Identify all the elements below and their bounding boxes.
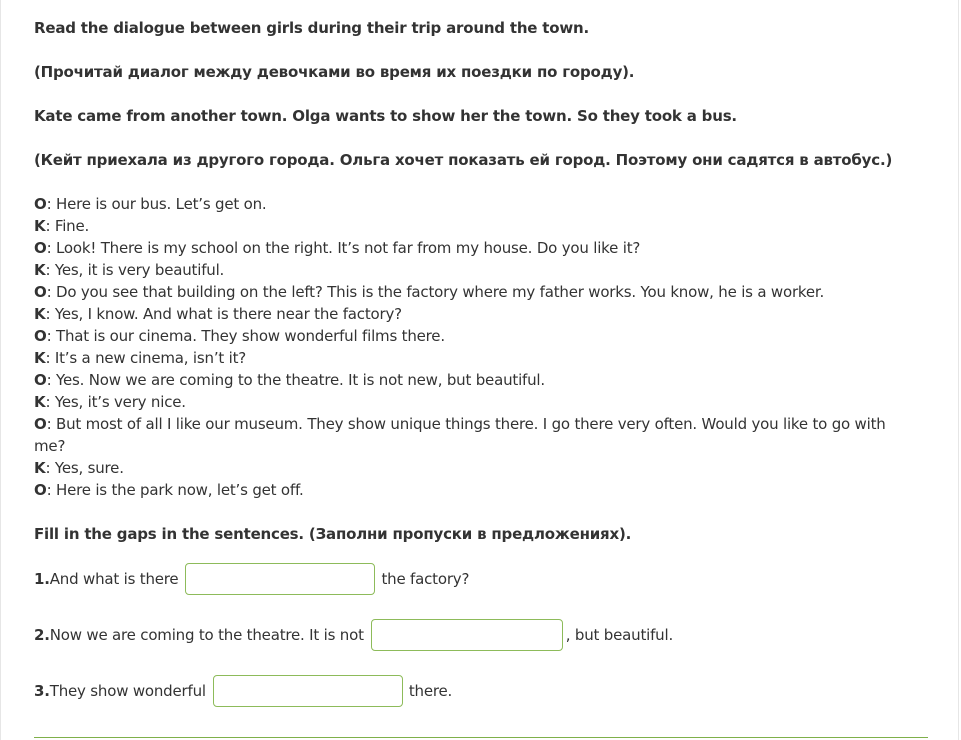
- speaker-label: K: [34, 217, 46, 235]
- instruction-ru: (Прочитай диалог между девочками во время их поездки по городу).: [34, 63, 635, 81]
- dialogue-text: : That is our cinema. They show wonderful films there.: [46, 327, 445, 345]
- dialogue-text: : It’s a new cinema, isn’t it?: [45, 349, 247, 367]
- speaker-label: O: [34, 371, 47, 389]
- dialogue-line: [34, 259, 914, 281]
- fill-instruction: Fill in the gaps in the sentences. (Заполни пропуски в предложениях).: [34, 525, 632, 543]
- dialogue: [34, 193, 914, 501]
- gap-input-3[interactable]: [213, 675, 403, 707]
- dialogue-text: : Yes, it’s very nice.: [45, 393, 186, 411]
- speaker-label: O: [34, 415, 47, 433]
- bottom-divider: [34, 737, 928, 738]
- dialogue-line: [34, 347, 914, 369]
- exercise-content: [34, 17, 914, 719]
- speaker-label: O: [34, 195, 47, 213]
- gap-input-1[interactable]: [185, 563, 375, 595]
- speaker-label: K: [34, 459, 46, 477]
- gap-number: 2.: [34, 626, 50, 644]
- dialogue-text: : Yes, it is very beautiful.: [45, 261, 225, 279]
- gap-text-before: And what is there: [49, 570, 179, 588]
- gap-sentence-2: [34, 607, 914, 663]
- gap-input-2[interactable]: [371, 619, 563, 651]
- gap-text-after: , but beautiful.: [565, 626, 674, 644]
- gap-text-after: there.: [408, 682, 453, 700]
- dialogue-text: : But most of all I like our museum. They show unique things there. I go there very often. Would you like to go with me?: [34, 415, 886, 455]
- speaker-label: K: [34, 349, 46, 367]
- dialogue-text: : Yes, sure.: [45, 459, 124, 477]
- gap-sentence-1: [34, 551, 914, 607]
- dialogue-line: [34, 193, 914, 215]
- speaker-label: O: [34, 481, 47, 499]
- dialogue-line: [34, 457, 914, 479]
- dialogue-text: : Yes. Now we are coming to the theatre. It is not new, but beautiful.: [46, 371, 545, 389]
- speaker-label: K: [34, 393, 46, 411]
- dialogue-line: [34, 325, 914, 347]
- dialogue-text: : Look! There is my school on the right. It’s not far from my house. Do you like it?: [46, 239, 641, 257]
- dialogue-line: [34, 237, 914, 259]
- gap-text-after: the factory?: [381, 570, 470, 588]
- context-en: Kate came from another town. Olga wants to show her the town. So they took a bus.: [34, 107, 737, 125]
- dialogue-line: [34, 369, 914, 391]
- gap-number: 3.: [34, 682, 50, 700]
- context-ru: (Кейт приехала из другого города. Ольга хочет показать ей город. Поэтому они садятся в автобус.): [34, 151, 893, 169]
- speaker-label: O: [34, 327, 47, 345]
- dialogue-text: : Here is our bus. Let’s get on.: [46, 195, 267, 213]
- speaker-label: K: [34, 261, 46, 279]
- gap-number: 1.: [34, 570, 50, 588]
- dialogue-line: [34, 413, 914, 457]
- dialogue-text: : Do you see that building on the left? This is the factory where my father works. You know, he is a worker.: [46, 283, 825, 301]
- dialogue-text: : Fine.: [45, 217, 90, 235]
- speaker-label: O: [34, 239, 47, 257]
- speaker-label: O: [34, 283, 47, 301]
- speaker-label: K: [34, 305, 46, 323]
- dialogue-line: [34, 391, 914, 413]
- dialogue-line: [34, 281, 914, 303]
- dialogue-text: : Here is the park now, let’s get off.: [46, 481, 304, 499]
- gap-sentence-3: [34, 663, 914, 719]
- dialogue-text: : Yes, I know. And what is there near the factory?: [45, 305, 402, 323]
- gap-text-before: Now we are coming to the theatre. It is not: [49, 626, 364, 644]
- instruction-en: Read the dialogue between girls during their trip around the town.: [34, 19, 590, 37]
- dialogue-line: [34, 479, 914, 501]
- dialogue-line: [34, 215, 914, 237]
- gap-text-before: They show wonderful: [49, 682, 206, 700]
- dialogue-line: [34, 303, 914, 325]
